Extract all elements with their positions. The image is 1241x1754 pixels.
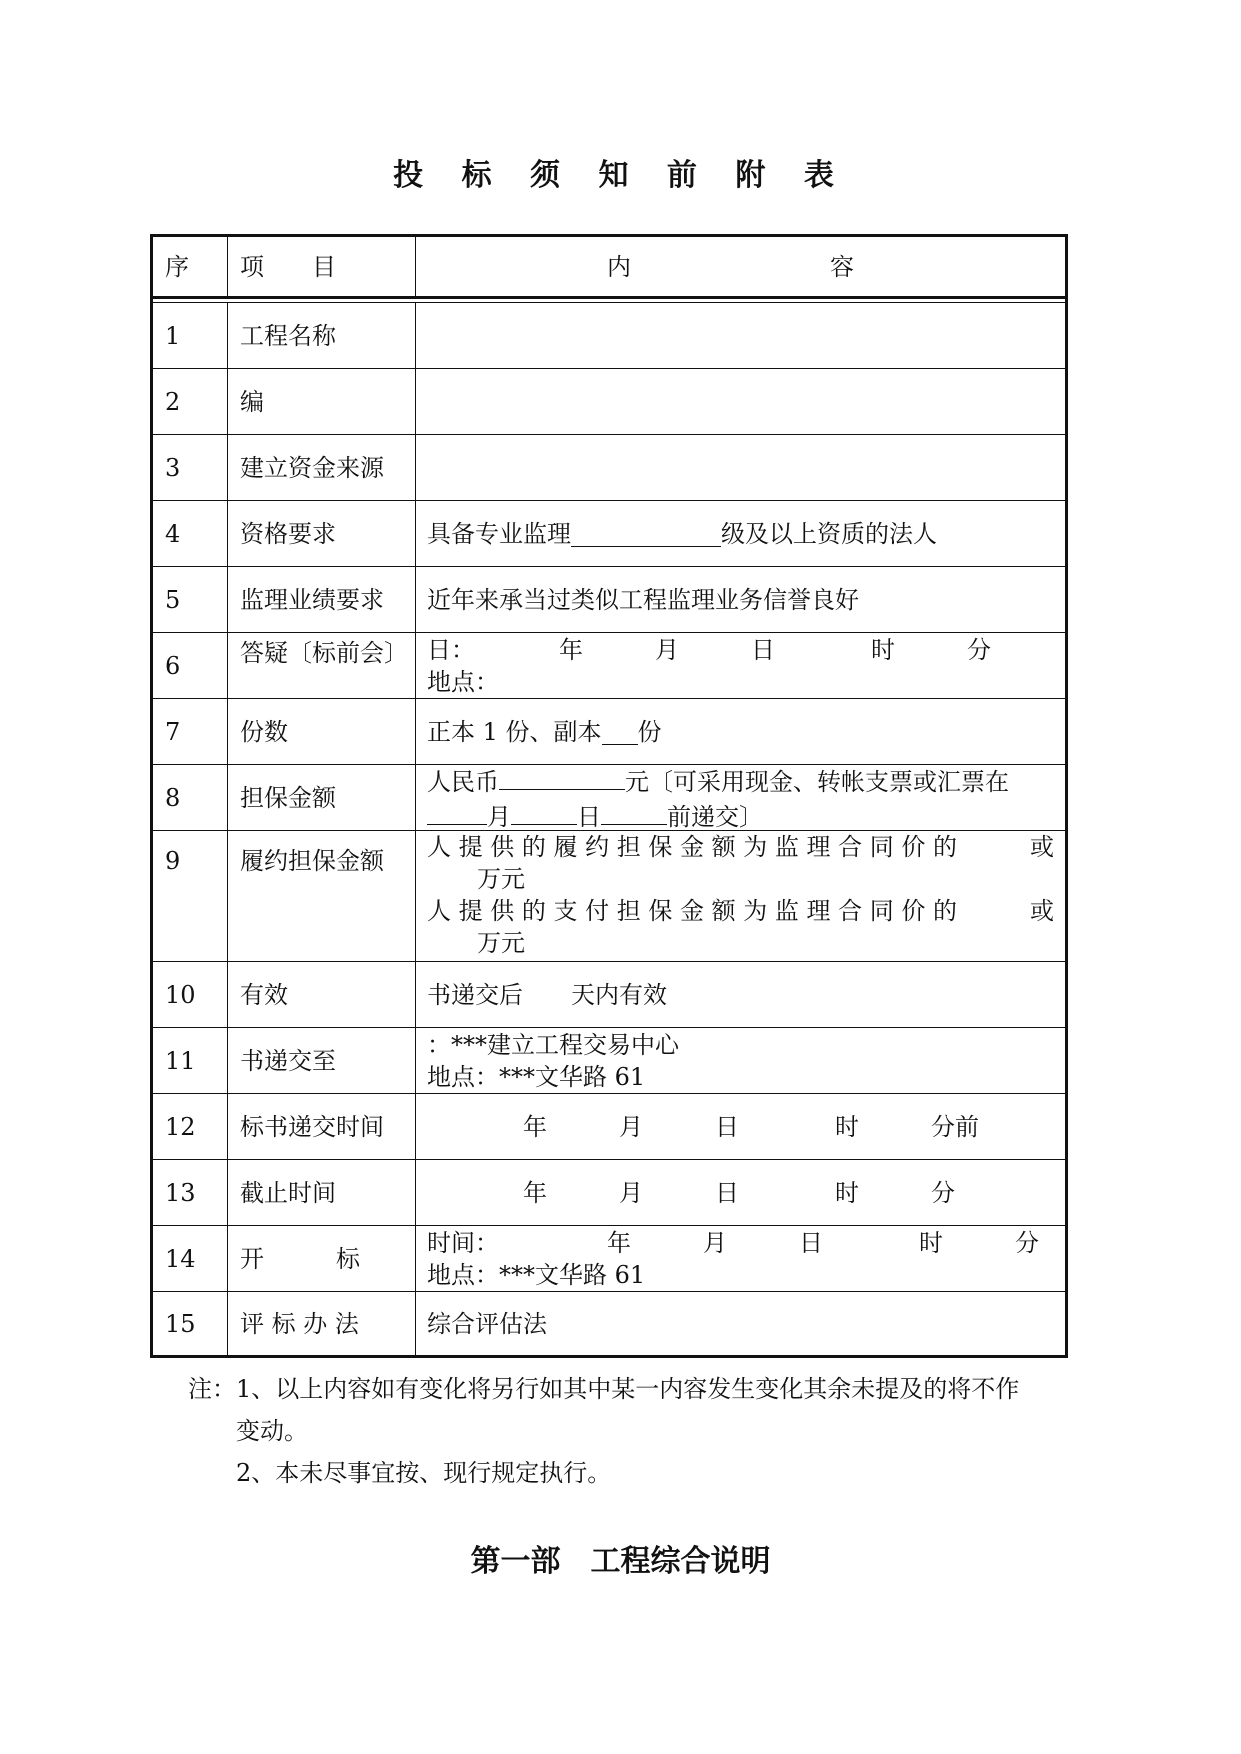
- blank-underline[interactable]: [427, 798, 487, 825]
- note-line-3: 2、本未尽事宜按、现行规定执行。: [236, 1459, 612, 1487]
- row-no: 15: [165, 1309, 196, 1338]
- row-no: 13: [165, 1178, 196, 1207]
- row-content: ：***建立工程交易中心 地点：***文华路 61: [427, 1030, 679, 1091]
- row-content: 具备专业监理 级及以上资质的法人: [427, 519, 937, 548]
- row-content: 近年来承当过类似工程监理业务信誉良好: [427, 585, 859, 614]
- row-no: 2: [165, 387, 181, 416]
- bid-notice-table: [150, 234, 1068, 1358]
- row-no: 3: [165, 453, 181, 482]
- page-title: 投 标 须 知 前 附 表: [393, 158, 848, 193]
- table-row: [153, 500, 1065, 566]
- blank-underline[interactable]: [571, 520, 721, 547]
- row-no: 12: [165, 1112, 196, 1141]
- row-content: [416, 369, 1064, 434]
- row-content: [416, 435, 1064, 500]
- table-row: [153, 434, 1065, 500]
- row-item: 资格要求: [240, 519, 336, 548]
- row-no: 1: [165, 321, 181, 350]
- row-item: 开 标: [240, 1244, 360, 1273]
- row-content: 年 月 日 时 分前: [427, 1112, 979, 1141]
- blank-underline[interactable]: [511, 798, 577, 825]
- row-no: 7: [165, 717, 181, 746]
- row-content: 综合评估法: [427, 1309, 547, 1338]
- row-item: 评 标 办 法: [240, 1309, 359, 1338]
- row-no: 14: [165, 1244, 196, 1273]
- row-content: [416, 303, 1064, 368]
- row-content: 书递交后 天内有效: [427, 980, 667, 1009]
- row-item: 有效: [240, 980, 288, 1009]
- row-content: 人民币 元〔可采用现金、转帐支票或汇票在 月 日 前递交〕: [416, 765, 1064, 830]
- row-content: 人 提 供 的 履 约 担 保 金 额 为 监 理 合 同 价 的 或 万元 人 提 供 的 支 付 担 保 金 额 为 监 理 合 同 价 的 或 万元: [427, 833, 1054, 957]
- row-item: 份数: [240, 717, 288, 746]
- note-line-1: 注：1、以上内容如有变化将另行如其中某一内容发生变化其余未提及的将不作: [188, 1375, 1020, 1403]
- table-row: [153, 632, 1065, 698]
- row-content: 年 月 日 时 分: [427, 1178, 955, 1207]
- row-content: 日： 年 月 日 时 分 地点：: [427, 635, 991, 696]
- table-row: [153, 1093, 1065, 1159]
- section-title: 第一部 工程综合说明: [470, 1544, 771, 1579]
- row-item: 书递交至: [240, 1046, 336, 1075]
- row-no: 10: [165, 980, 196, 1009]
- row-item: 监理业绩要求: [240, 585, 384, 614]
- row-item: 工程名称: [240, 321, 336, 350]
- header-no: 序: [165, 252, 189, 281]
- table-row: [153, 764, 1065, 830]
- table-row: [153, 830, 1065, 961]
- row-item: 担保金额: [240, 783, 336, 812]
- table-row: [153, 368, 1065, 434]
- row-no: 8: [165, 783, 181, 812]
- table-row: [153, 698, 1065, 764]
- table-row: [153, 302, 1065, 368]
- row-item: 答疑〔标前会〕: [240, 639, 408, 667]
- row-item: 标书递交时间: [240, 1112, 384, 1141]
- table-row: [153, 1225, 1065, 1291]
- row-no: 9: [165, 847, 181, 875]
- blank-underline[interactable]: [602, 718, 638, 745]
- header-item: 项 目: [240, 252, 336, 281]
- row-item: 履约担保金额: [240, 847, 384, 875]
- table-header-row: [153, 237, 1065, 299]
- row-no: 4: [165, 519, 181, 548]
- table-row: [153, 1291, 1065, 1355]
- row-item: 建立资金来源: [240, 453, 384, 482]
- row-no: 6: [165, 651, 181, 680]
- row-content: 正本 1 份、副本 份: [427, 717, 662, 746]
- note-line-2: 变动。: [236, 1417, 308, 1445]
- header-content: 内 容: [607, 252, 854, 281]
- blank-underline[interactable]: [499, 763, 625, 790]
- table-row: [153, 1159, 1065, 1225]
- table-row: [153, 1027, 1065, 1093]
- row-no: 5: [165, 585, 181, 614]
- blank-underline[interactable]: [601, 798, 667, 825]
- row-content: 时间： 年 月 日 时 分 地点：***文华路 61: [427, 1228, 1039, 1289]
- row-no: 11: [165, 1046, 196, 1075]
- table-row: [153, 566, 1065, 632]
- table-row: [153, 961, 1065, 1027]
- row-item: 截止时间: [240, 1178, 336, 1207]
- row-item: 编: [240, 387, 264, 416]
